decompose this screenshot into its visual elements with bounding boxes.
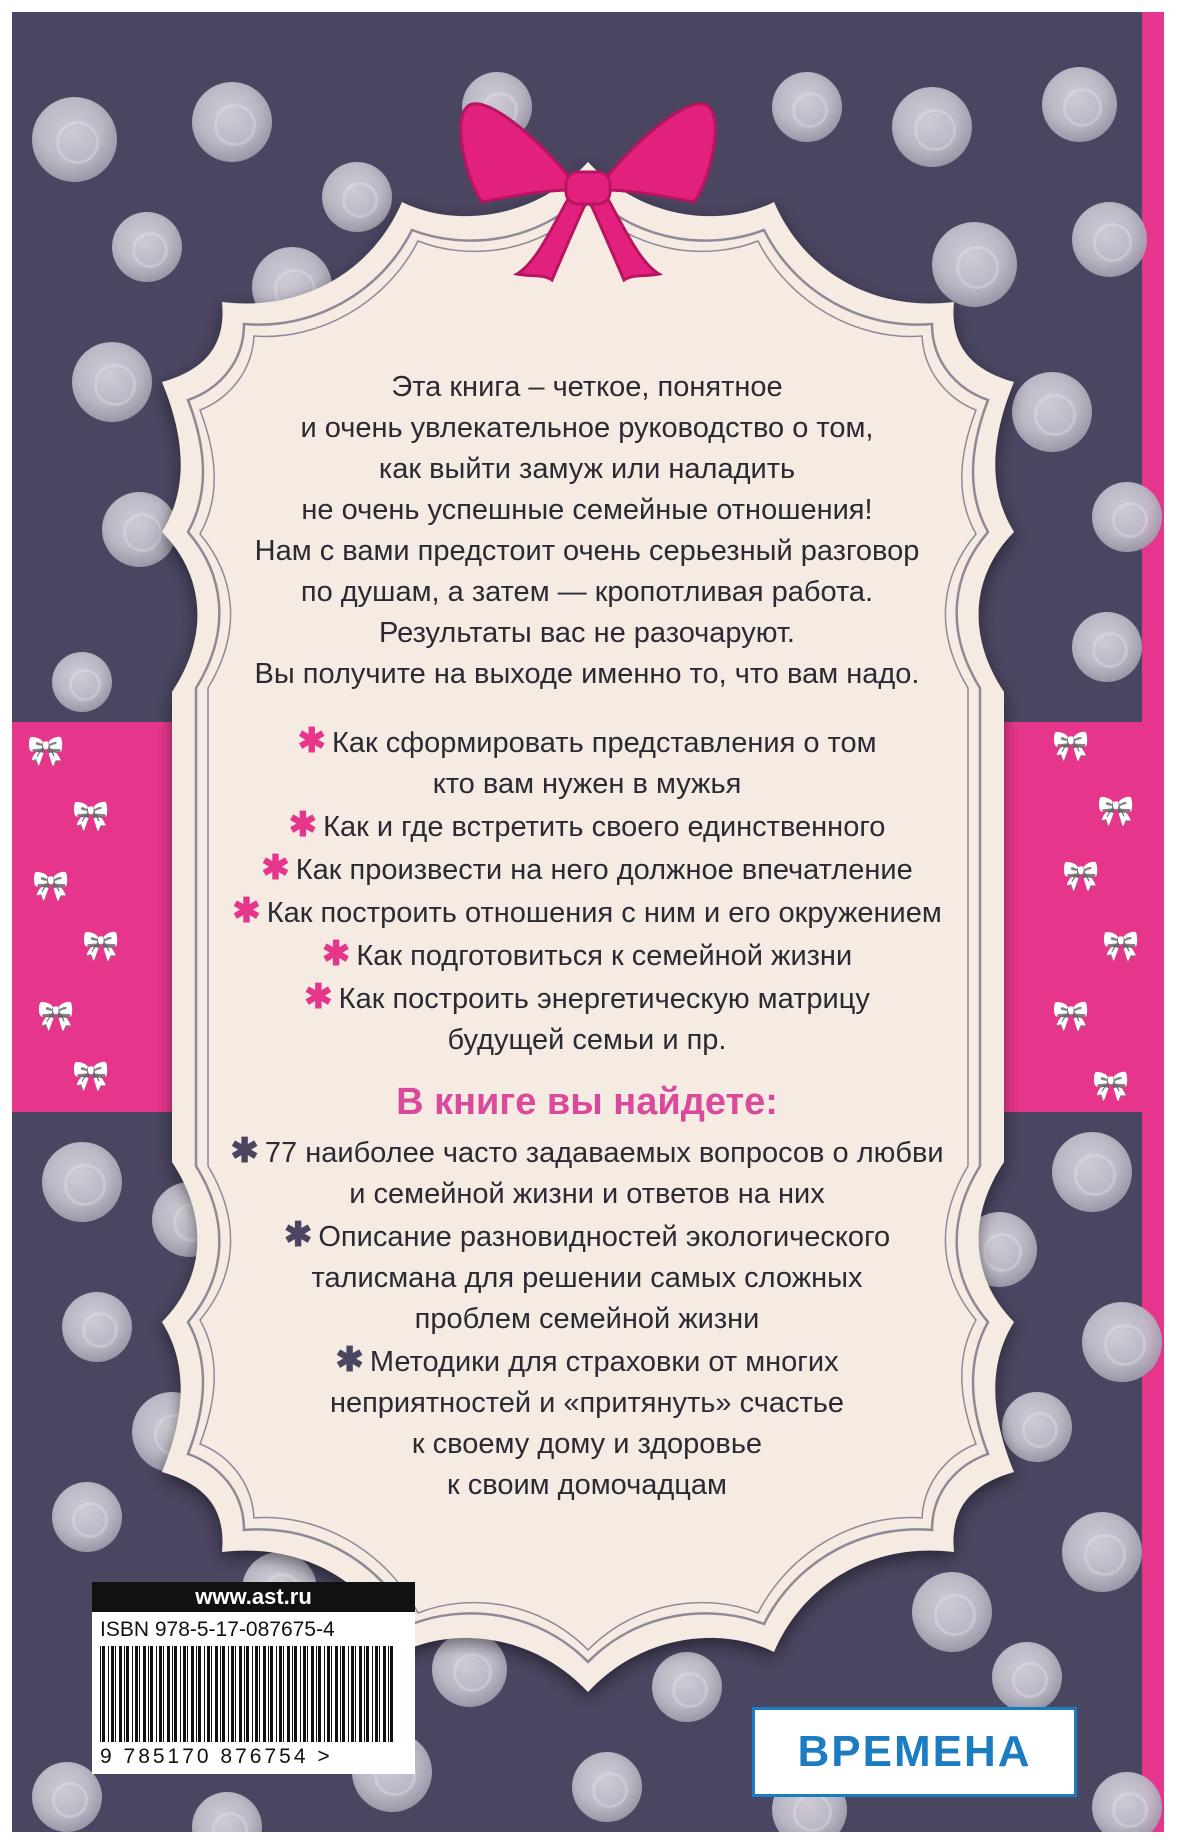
topic-item [172, 934, 1002, 977]
barcode-bar [143, 1646, 146, 1742]
topic-item-text: кто вам нужен в мужья [432, 768, 742, 800]
content-item-line [172, 1340, 1002, 1383]
content-item-line [172, 1131, 1002, 1174]
barcode-bar [351, 1646, 354, 1742]
intro-line: по душам, а затем — кропотливая работа. [300, 576, 874, 608]
barcode-bar [126, 1646, 129, 1742]
barcode-bar [174, 1646, 177, 1742]
content-item-line [172, 1465, 1002, 1506]
barcode-bar [307, 1646, 308, 1742]
barcode-bar [244, 1646, 245, 1742]
topic-item-text: Как произвести на него должное впечатление [295, 854, 913, 886]
content-item-text: и семейной жизни и ответов на них [349, 1178, 825, 1210]
barcode-bar [375, 1646, 378, 1742]
barcode-bar [167, 1646, 170, 1742]
isbn-text: ISBN 978-5-17-087675-4 [100, 1618, 335, 1641]
topic-item-text: будущей семьи и пр. [447, 1024, 727, 1056]
content-item-text: неприятностей и «притянуть» счастье [329, 1387, 845, 1419]
barcode-bar [183, 1646, 186, 1742]
content-item-text: талисмана для решении самых сложных [311, 1262, 863, 1294]
content-item-text: проблем семейной жизни [414, 1303, 760, 1335]
barcode-bar [207, 1646, 210, 1742]
intro-paragraph [172, 367, 1002, 695]
book-back-cover [12, 12, 1164, 1832]
bow-icon: 🎀 [72, 1060, 110, 1093]
topic-item-line [172, 721, 1002, 764]
barcode-bar [115, 1646, 116, 1742]
barcode-bar [335, 1646, 338, 1742]
bow-icon: 🎀 [37, 1000, 75, 1033]
topic-item [172, 805, 1002, 848]
barcode-bar [372, 1646, 373, 1742]
barcode-bar [102, 1646, 105, 1742]
barcode-bar [348, 1646, 349, 1742]
barcode-bar [159, 1646, 162, 1742]
barcode-bar [156, 1646, 157, 1742]
barcode-bar [327, 1646, 330, 1742]
barcode-bar [163, 1646, 164, 1742]
content-item-text: 77 наиболее часто задаваемых вопросов о любви [264, 1137, 944, 1169]
contents-list [172, 1131, 1002, 1506]
bullet-star-icon: ✱ [297, 722, 326, 760]
content-item-line [172, 1258, 1002, 1299]
publisher-name: ВРЕМЕНА [797, 1727, 1032, 1776]
barcode-bar [279, 1646, 282, 1742]
topic-item-line [172, 891, 1002, 934]
barcode-bar [276, 1646, 277, 1742]
intro-line: Вы получите на выходе именно то, что вам надо. [254, 658, 920, 690]
barcode-bar [283, 1646, 284, 1742]
content-item-line [172, 1299, 1002, 1340]
barcode-bar [124, 1646, 125, 1742]
barcode-bar [359, 1646, 362, 1742]
barcode-bar [148, 1646, 149, 1742]
content-item [172, 1215, 1002, 1340]
barcode-bar [311, 1646, 314, 1742]
bullet-star-icon: ✱ [321, 935, 351, 973]
bow-icon: 🎀 [32, 870, 70, 903]
barcode-bar [191, 1646, 194, 1742]
content-item-line [172, 1383, 1002, 1424]
barcode-bar [270, 1646, 273, 1742]
bow-icon: 🎀 [1092, 1070, 1130, 1103]
cover-text [172, 367, 1002, 1506]
barcode-bar [135, 1646, 138, 1742]
content-item [172, 1340, 1002, 1506]
topic-item [172, 721, 1002, 805]
bow-icon: 🎀 [27, 735, 65, 768]
bullet-star-icon: ✱ [288, 806, 318, 844]
bullet-star-icon: ✱ [304, 978, 333, 1016]
content-item-line [172, 1174, 1002, 1215]
barcode-bar [220, 1646, 221, 1742]
intro-line: и очень увлекательное руководство о том, [300, 412, 874, 444]
topic-item-text: Как построить энергетическую матрицу [338, 983, 870, 1015]
bullet-star-icon: ✱ [232, 892, 261, 930]
barcode-bar [292, 1646, 293, 1742]
barcode-bar [196, 1646, 197, 1742]
barcode-bar [366, 1646, 369, 1742]
barcode-bar [355, 1646, 356, 1742]
bow-icon: 🎀 [1062, 860, 1100, 893]
topic-item-text: Как и где встретить своего единственного [323, 811, 886, 843]
topic-item-line [172, 764, 1002, 805]
bow-icon: 🎀 [1097, 795, 1135, 828]
bullet-star-icon: ✱ [283, 1216, 313, 1254]
content-item-text: Методики для страховки от многих [369, 1346, 839, 1378]
barcode-bar [211, 1646, 212, 1742]
topic-item-line [172, 848, 1002, 891]
barcode-bar [379, 1646, 380, 1742]
topic-item-text: Как подготовиться к семейной жизни [356, 940, 853, 972]
content-item-line [172, 1424, 1002, 1465]
ean-digits: 9 785170 876754 > [100, 1745, 333, 1768]
barcode-bar [139, 1646, 140, 1742]
barcode-bar [383, 1646, 386, 1742]
topic-item [172, 848, 1002, 891]
intro-line: не очень успешные семейные отношения! [301, 494, 873, 526]
barcode-bar [108, 1646, 109, 1742]
barcode-bar [303, 1646, 306, 1742]
barcode-bar [316, 1646, 317, 1742]
barcode-bar [246, 1646, 249, 1742]
barcode-bar [132, 1646, 133, 1742]
barcode-block [92, 1582, 415, 1774]
bow-icon: 🎀 [1052, 730, 1090, 763]
topic-item [172, 977, 1002, 1061]
barcode-bar [111, 1646, 114, 1742]
barcode-bar [204, 1646, 205, 1742]
topic-item-line [172, 805, 1002, 848]
barcode-bar [388, 1646, 389, 1742]
barcode-bar [324, 1646, 325, 1742]
barcode-icon [100, 1646, 400, 1742]
topics-list [172, 721, 1002, 1061]
barcode-bar [180, 1646, 181, 1742]
topic-item [172, 891, 1002, 934]
barcode-bar [300, 1646, 301, 1742]
content-item-text: к своему дому и здоровье [411, 1428, 763, 1460]
barcode-bar [268, 1646, 269, 1742]
topic-item-text: Как построить отношения с ним и его окружением [266, 897, 942, 929]
barcode-bar [239, 1646, 242, 1742]
bullet-star-icon: ✱ [261, 849, 290, 887]
intro-line: Результаты вас не разочаруют. [379, 617, 795, 649]
barcode-bar [255, 1646, 258, 1742]
barcode-bar [259, 1646, 260, 1742]
website-url: www.ast.ru [92, 1582, 415, 1612]
topic-item-line [172, 977, 1002, 1020]
content-item-text: Описание разновидностей экологического [318, 1221, 891, 1253]
content-item-line [172, 1215, 1002, 1258]
barcode-bar [172, 1646, 173, 1742]
barcode-bar [342, 1646, 345, 1742]
barcode-bar [263, 1646, 266, 1742]
section-heading: В книге вы найдете: [396, 1081, 778, 1123]
bow-icon: 🎀 [72, 800, 110, 833]
barcode-bar [228, 1646, 229, 1742]
content-item-text: к своим домочадцам [447, 1469, 727, 1501]
bow-icon: 🎀 [1102, 930, 1140, 963]
barcode-bar [119, 1646, 122, 1742]
barcode-bar [198, 1646, 201, 1742]
bullet-star-icon: ✱ [230, 1132, 259, 1170]
barcode-bar [252, 1646, 253, 1742]
barcode-bar [150, 1646, 153, 1742]
barcode-bar [331, 1646, 332, 1742]
barcode-bar [222, 1646, 225, 1742]
barcode-bar [390, 1646, 393, 1742]
topic-item-line [172, 934, 1002, 977]
barcode-bar [215, 1646, 218, 1742]
barcode-bar [100, 1646, 101, 1742]
topic-item-line [172, 1020, 1002, 1061]
barcode-bar [187, 1646, 188, 1742]
intro-line: Эта книга – четкое, понятное [391, 371, 783, 403]
intro-line: как выйти замуж или наладить [378, 453, 796, 485]
bow-icon: 🎀 [1052, 1000, 1090, 1033]
publisher-logo [752, 1707, 1077, 1797]
bullet-star-icon: ✱ [335, 1341, 364, 1379]
topic-item-text: Как сформировать представления о том [331, 727, 877, 759]
barcode-bar [231, 1646, 234, 1742]
intro-line: Нам с вами предстоит очень серьезный разговор [254, 535, 920, 567]
content-item [172, 1131, 1002, 1215]
barcode-bar [364, 1646, 365, 1742]
barcode-bar [235, 1646, 236, 1742]
barcode-bar [340, 1646, 341, 1742]
barcode-bar [318, 1646, 321, 1742]
barcode-bar [287, 1646, 290, 1742]
bow-icon: 🎀 [82, 930, 120, 963]
barcode-bar [294, 1646, 297, 1742]
